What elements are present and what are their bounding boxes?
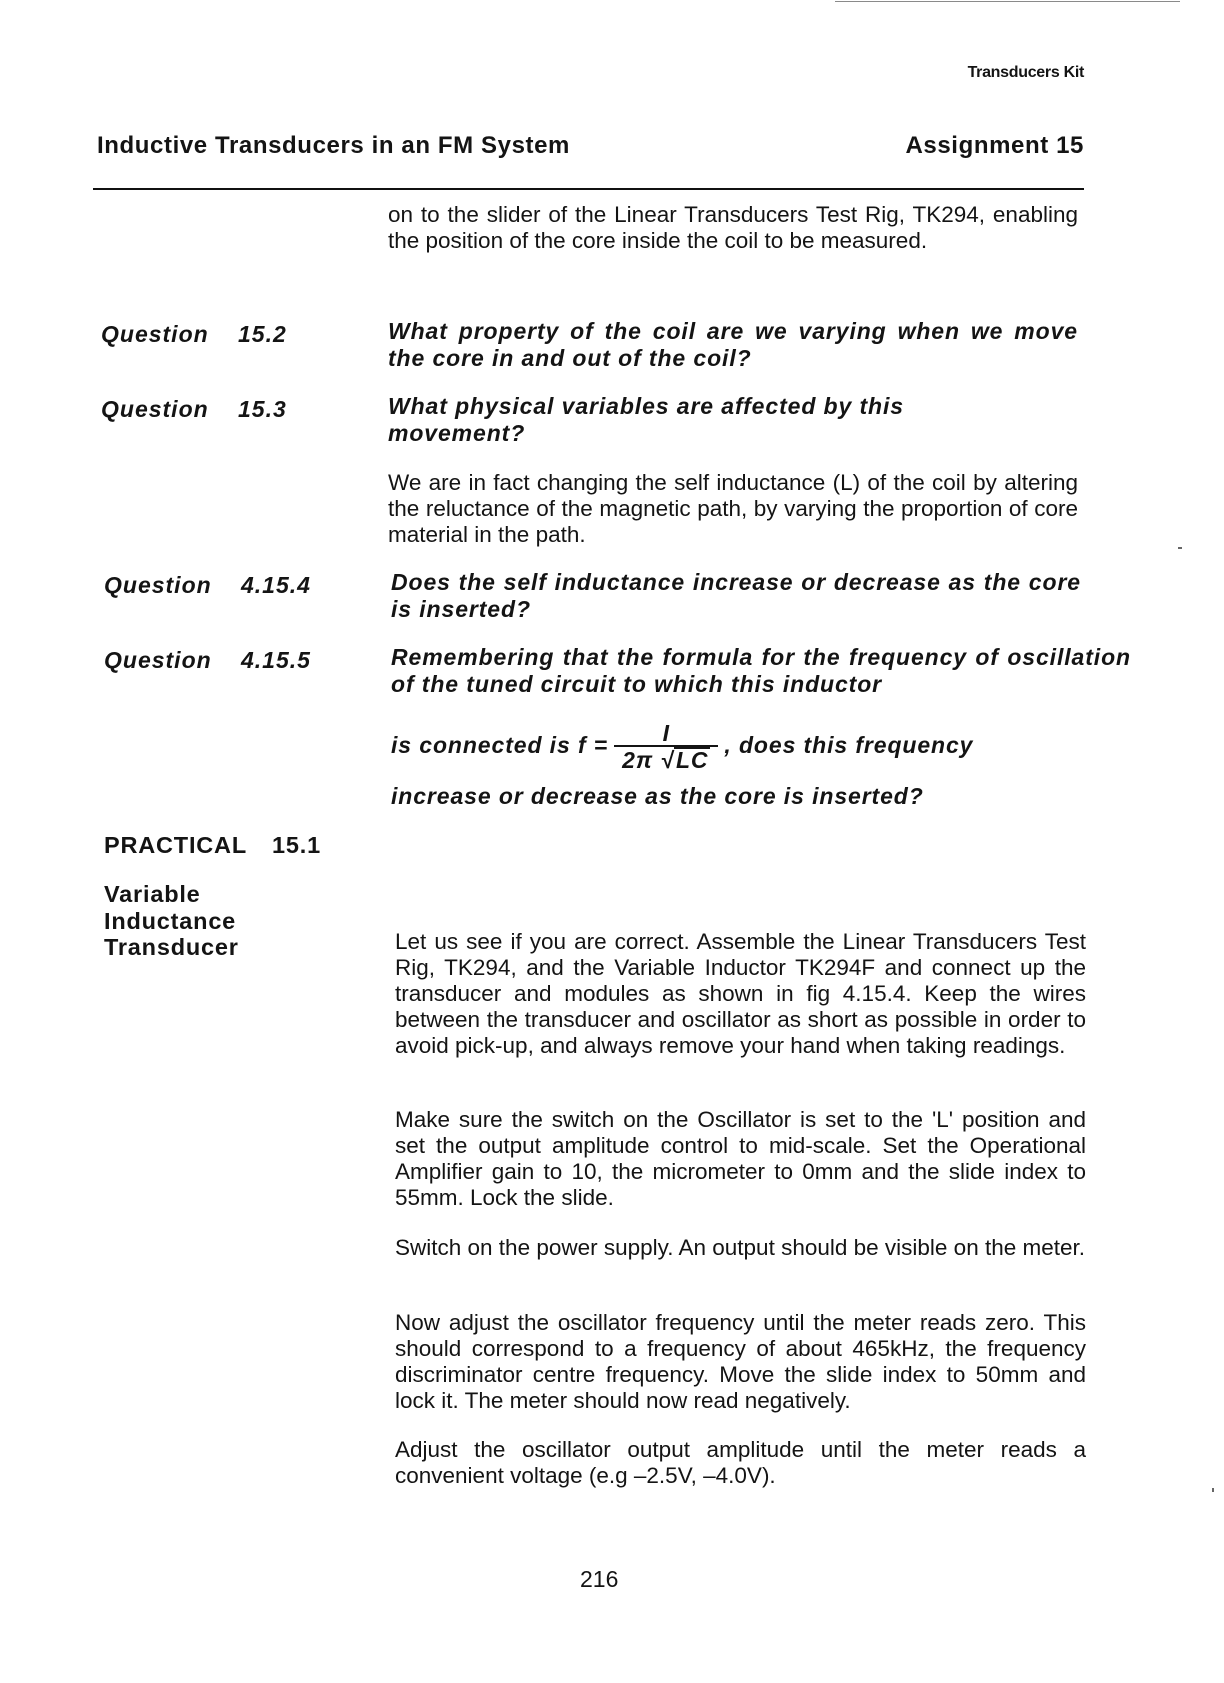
header-rule [93, 188, 1084, 190]
question-text: Remembering that the formula for the frequency of oscillation of the tuned circuit to which this inductor [391, 644, 1131, 697]
question-text: Does the self inductance increase or decrease as the core is inserted? [391, 569, 1081, 622]
scan-speck [1212, 1488, 1214, 1492]
question-label: Question [104, 647, 212, 673]
practical-subtitle-line: Variable [104, 881, 201, 907]
instruction-paragraph: Let us see if you are correct. Assemble the Linear Transducers Test Rig, TK294, and the Variable Inductor TK294F and connect up the transducer and modules as shown in fig 4.15.4. Keep the wires between the transducer and oscillator as short as possible in order to avoid pick-up, and always remove your hand when taking readings. [395, 929, 1086, 1058]
question-text-continued: increase or decrease as the core is inserted? [391, 783, 924, 809]
practical-number: 15.1 [272, 832, 321, 858]
practical-label: PRACTICAL [104, 832, 247, 858]
question-number: 15.3 [238, 396, 287, 422]
formula-numerator: I [614, 722, 718, 747]
assignment-label: Assignment 15 [905, 132, 1084, 159]
frequency-formula [614, 722, 718, 772]
question-text: What property of the coil are we varying when we move the core in and out of the coil? [388, 318, 1078, 371]
running-header-kit: Transducers Kit [967, 64, 1084, 81]
practical-subtitle-line: Inductance [104, 907, 237, 934]
page-number: 216 [580, 1566, 619, 1592]
formula-lead-text: is connected is f = [391, 732, 609, 759]
formula-denominator: 2π √LC [622, 747, 709, 773]
instruction-paragraph: Adjust the oscillator output amplitude until the meter reads a convenient voltage (e.g –2.5V, –4.0V). [395, 1437, 1086, 1488]
formula-root-lc: LC [675, 747, 709, 773]
instruction-paragraph: Switch on the power supply. An output should be visible on the meter. [395, 1235, 1086, 1260]
intro-paragraph: on to the slider of the Linear Transducers Test Rig, TK294, enabling the position of the core inside the coil to be measured. [388, 202, 1078, 253]
frequency-formula-line [391, 722, 973, 772]
question-label: Question [101, 396, 209, 422]
instruction-paragraph: Make sure the switch on the Oscillator is set to the 'L' position and set the output amplitude control to mid-scale. Set the Operational Amplifier gain to 10, the micrometer to 0mm and the slide index to 55mm. Lock the slide. [395, 1107, 1086, 1210]
formula-trailing-text: , does this frequency [724, 732, 974, 759]
question-number: 15.2 [238, 321, 287, 347]
explanation-paragraph: We are in fact changing the self inductance (L) of the coil by altering the reluctance of the magnetic path, by varying the proportion of core material in the path. [388, 470, 1078, 547]
formula-two-pi: 2π [622, 747, 654, 773]
question-label: Question [101, 321, 209, 347]
scan-speck [1178, 547, 1182, 549]
practical-subtitle [104, 881, 239, 961]
question-text: What physical variables are affected by this movement? [388, 393, 904, 446]
instruction-paragraph: Now adjust the oscillator frequency until the meter reads zero. This should correspond to a frequency of about 465kHz, the frequency discriminator centre frequency. Move the slide index to 50mm and lock it. The meter should now read negatively. [395, 1310, 1086, 1413]
chapter-title: Inductive Transducers in an FM System [97, 132, 570, 159]
question-number: 4.15.4 [241, 572, 311, 598]
top-edge-rule [835, 1, 1180, 2]
question-label: Question [104, 572, 212, 598]
question-number: 4.15.5 [241, 647, 311, 673]
practical-subtitle-line: Transducer [104, 934, 239, 960]
